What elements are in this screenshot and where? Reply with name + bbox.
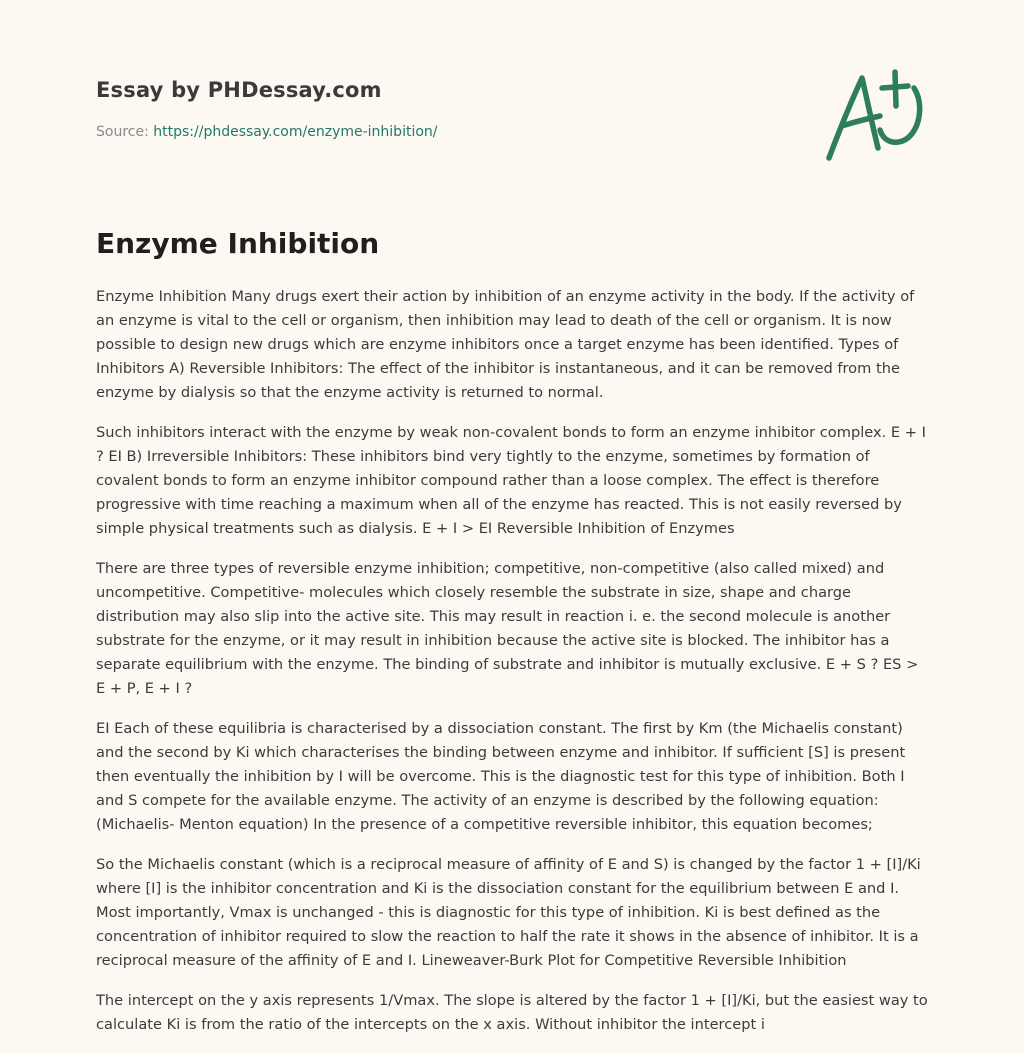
article-title: Enzyme Inhibition — [96, 227, 380, 260]
source-label: Source: — [96, 124, 149, 140]
article-paragraph: Enzyme Inhibition Many drugs exert their action by inhibition of an enzyme activity in the body. If the activity of an enzyme is vital to the cell or organism, then inhibition may lead to death of the cell or organism. It is now possible to design new drugs which are enzyme inhibitors once a target enzyme has been identified. Types of Inhibitors A) Reversible Inhibitors: The effect of the inhibitor is instantaneous, and it can be removed from the enzyme by dialysis so that the enzyme activity is returned to normal. — [96, 288, 915, 401]
source-line — [96, 122, 928, 142]
article-paragraph: Such inhibitors interact with the enzyme by weak non-covalent bonds to form an enzyme inhibitor complex. E + I ? EI B) Irreversible Inhibitors: These inhibitors bind very tightly to the enzyme, sometimes by formation of covalent bonds to form an enzyme inhibitor compound rather than a loose complex. The effect is therefore progressive with time reaching a maximum when all of the enzyme has reacted. This is not easily reversed by simple physical treatments such as dialysis. E + I > EI Reversible Inhibition of Enzymes — [96, 424, 926, 537]
site-brand: Essay by PHDessay.com — [96, 78, 382, 102]
source-link[interactable]: https://phdessay.com/enzyme-inhibition/ — [153, 124, 438, 140]
a-plus-grade-icon — [820, 64, 932, 164]
page-header — [96, 76, 928, 142]
article-paragraph: EI Each of these equilibria is characterised by a dissociation constant. The first by Km (the Michaelis constant) and the second by Ki which characterises the binding between enzyme and inhibitor. If sufficient [S] is present then eventually the inhibition by I will be overcome. This is the diagnostic test for this type of inhibition. Both I and S compete for the available enzyme. The activity of an enzyme is described by the following equation: (Michaelis- Menton equation) In the presence of a competitive reversible inhibitor, this equation becomes; — [96, 720, 906, 833]
article-paragraph: There are three types of reversible enzyme inhibition; competitive, non-competitive (also called mixed) and uncompetitive. Competitive- molecules which closely resemble the substrate in size, shape and charge distribution may also slip into the active site. This may result in reaction i. e. the second molecule is another substrate for the enzyme, or it may result in inhibition because the active site is blocked. The inhibitor has a separate equilibrium with the enzyme. The binding of substrate and inhibitor is mutually exclusive. E + S ? ES > E + P, E + I ? — [96, 560, 919, 697]
article-body — [96, 285, 932, 1053]
article-paragraph: So the Michaelis constant (which is a reciprocal measure of affinity of E and S) is changed by the factor 1 + [I]/Ki where [I] is the inhibitor concentration and Ki is the dissociation constant for the equilibrium between E and I. Most importantly, Vmax is unchanged - this is diagnostic for this type of inhibition. Ki is best defined as the concentration of inhibitor required to slow the reaction to half the rate it shows in the absence of inhibitor. It is a reciprocal measure of the affinity of E and I. Lineweaver-Burk Plot for Competitive Reversible Inhibition — [96, 856, 921, 969]
article-paragraph: The intercept on the y axis represents 1/Vmax. The slope is altered by the factor 1 + [I]/Ki, but the easiest way to calculate Ki is from the ratio of the intercepts on the x axis. Without inhibitor the intercept i — [96, 992, 928, 1033]
